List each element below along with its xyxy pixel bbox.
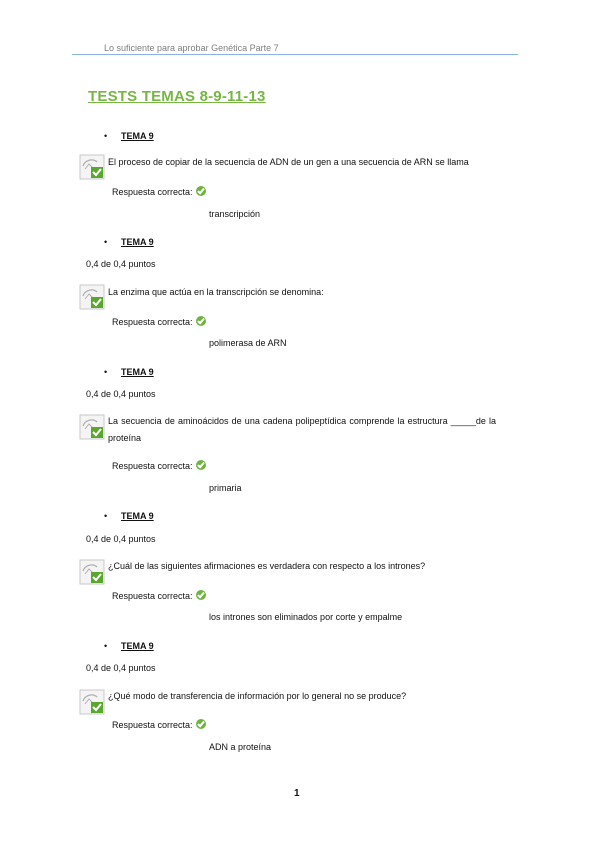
question-correct-icon [79, 414, 105, 440]
score-text: 0,4 de 0,4 puntos [86, 534, 156, 544]
running-header: Lo suficiente para aprobar Genética Parte 7 [104, 43, 279, 53]
check-circle-icon [196, 316, 206, 326]
check-circle-icon [196, 590, 206, 600]
correct-answer: ADN a proteína [209, 742, 272, 752]
check-circle-icon [196, 186, 206, 196]
page-number: 1 [294, 788, 300, 799]
correct-answer: polimerasa de ARN [209, 338, 287, 348]
check-circle-icon [196, 460, 206, 470]
question-text: ¿Cuál de las siguientes afirmaciones es verdadera con respecto a los intrones? [108, 561, 426, 571]
correct-answer: transcripción [209, 209, 261, 219]
question-text: El proceso de copiar de la secuencia de ADN de un gen a una secuencia de ARN se llama [108, 157, 469, 167]
answer-label: Respuesta correcta: [112, 591, 193, 601]
answer-label: Respuesta correcta: [112, 317, 193, 327]
question-correct-icon [79, 154, 105, 180]
answer-label-row [112, 316, 206, 327]
score-text: 0,4 de 0,4 puntos [86, 389, 156, 399]
bullet: • [104, 367, 108, 377]
bullet: • [104, 641, 108, 651]
check-circle-icon [196, 719, 206, 729]
bullet: • [104, 131, 108, 141]
score-text: 0,4 de 0,4 puntos [86, 663, 156, 673]
tema-heading: TEMA 9 [121, 237, 154, 247]
correct-answer: primaria [209, 483, 242, 493]
answer-label-row [112, 186, 206, 197]
answer-label-row [112, 719, 206, 730]
header-rule [72, 54, 518, 55]
tema-heading: TEMA 9 [121, 131, 154, 141]
tema-heading: TEMA 9 [121, 511, 154, 521]
answer-label-row [112, 460, 206, 471]
score-text: 0,4 de 0,4 puntos [86, 259, 156, 269]
document-title: TESTS TEMAS 8-9-11-13 [88, 88, 266, 105]
answer-label: Respuesta correcta: [112, 187, 193, 197]
question-text: La secuencia de aminoácidos de una cadena polipeptídica comprende la estructura _____de la proteína [108, 416, 496, 443]
question-correct-icon [79, 689, 105, 715]
answer-label: Respuesta correcta: [112, 461, 193, 471]
bullet: • [104, 511, 108, 521]
bullet: • [104, 237, 108, 247]
question-text: ¿Qué modo de transferencia de información por lo general no se produce? [108, 691, 407, 701]
answer-label: Respuesta correcta: [112, 720, 193, 730]
question-correct-icon [79, 284, 105, 310]
correct-answer: los intrones son eliminados por corte y empalme [209, 612, 403, 622]
answer-label-row [112, 590, 206, 601]
tema-heading: TEMA 9 [121, 641, 154, 651]
question-correct-icon [79, 559, 105, 585]
question-text: La enzima que actúa en la transcripción se denomina: [108, 287, 324, 297]
tema-heading: TEMA 9 [121, 367, 154, 377]
